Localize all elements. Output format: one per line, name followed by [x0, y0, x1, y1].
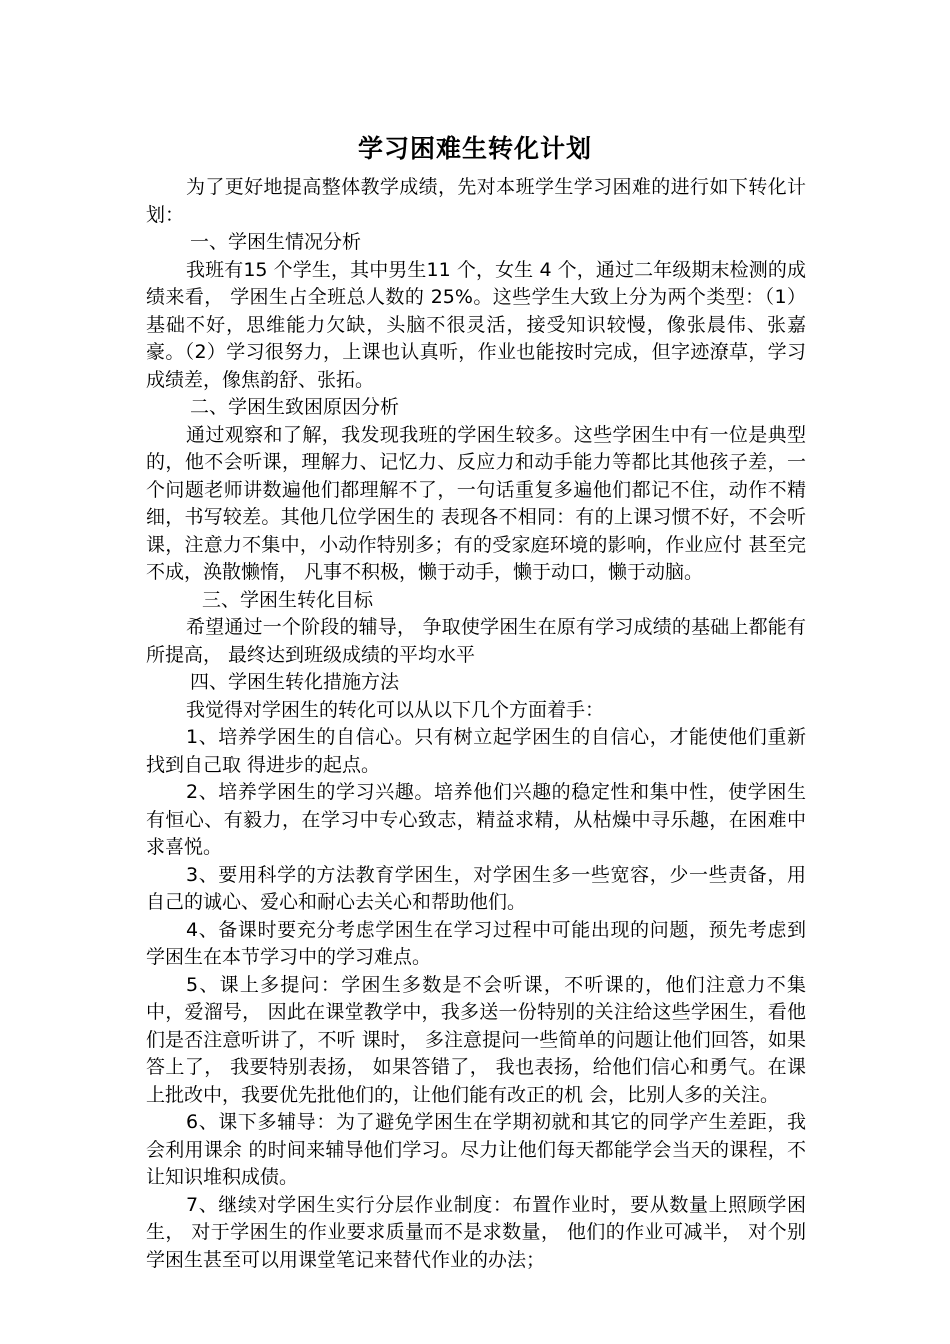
measure-item-2: 2、培养学困生的学习兴趣。培养他们兴趣的稳定性和集中性，使学困生有恒心、有毅力，在学习中专心致志，精益求精，从枯燥中寻乐趣，在困难中求喜悦。 [146, 781, 806, 858]
section-paragraph: 我觉得对学困生的转化可以从以下几个方面着手： [186, 698, 605, 721]
document-body [146, 174, 806, 1274]
measure-item-4: 4、备课时要充分考虑学困生在学习过程中可能出现的问题，预先考虑到学困生在本节学习中的学习难点。 [146, 918, 806, 968]
section-heading-goals: 三、学困生转化目标 [202, 588, 374, 611]
measure-item-3: 3、要用科学的方法教育学困生，对学困生多一些宽容，少一些责备，用自己的诚心、爱心和耐心去关心和帮助他们。 [146, 863, 806, 913]
measure-item-1: 1、培养学困生的自信心。只有树立起学困生的自信心，才能使他们重新找到自己取 得进步的起点。 [146, 726, 806, 776]
measure-item-7: 7、继续对学困生实行分层作业制度：布置作业时，要从数量上照顾学困生， 对于学困生的作业要求质量而不是求数量， 他们的作业可减半， 对个别学困生甚至可以用课堂笔记来替代作业的办法； [146, 1193, 806, 1271]
section-heading-situation: 一、学困生情况分析 [190, 231, 362, 253]
measure-item-6: 6、课下多辅导：为了避免学困生在学期初就和其它的同学产生差距，我会利用课余 的时间来辅导他们学习。尽力让他们每天都能学会当天的课程，不让知识堆积成债。 [146, 1111, 806, 1188]
measure-item-5: 5、课上多提问：学困生多数是不会听课，不听课的，他们注意力不集中，爱溜号， 因此在课堂教学中，我多送一份特别的关注给这些学困生，看他们是否注意听讲了，不听 课时， 多注意提问一些简单的问题让他们回答，如果答上了， 我要特别表扬， 如果答错了， 我也表扬，给他们信心和勇气。在课上批改中，我要优先批他们的，让他们能有改正的机 会，比别人多的关注。 [146, 973, 806, 1106]
section-paragraph: 我班有15 个学生，其中男生11 个，女生 4 个，通过二年级期末检测的成绩来看， 学困生占全班总人数的 25%。这些学生大致上分为两个类型：（1）基础不好，思维能力欠缺，头脑不很灵活，接受知识较慢，像张晨伟、张嘉豪。（2）学习很努力，上课也认真听，作业也能按时完成，但字迹潦草，学习成绩差，像焦韵舒、张拓。 [146, 258, 806, 391]
section-heading-causes: 二、学困生致困原因分析 [190, 396, 400, 418]
intro-paragraph: 为了更好地提高整体教学成绩，先对本班学生学习困难的进行如下转化计划： [146, 176, 806, 226]
section-paragraph: 通过观察和了解，我发现我班的学困生较多。这些学困生中有一位是典型的，他不会听课，理解力、记忆力、反应力和动手能力等都比其他孩子差，一个问题老师讲数遍他们都理解不了，一句话重复多遍他们都记不住，动作不精细，书写较差。其他几位学困生的 表现各不相同：有的上课习惯不好，不会听课，注意力不集中，小动作特别多；有的受家庭环境的影响，作业应付 甚至完不成，涣散懒惰， 凡事不积极，懒于动手，懒于动口，懒于动脑。 [146, 423, 806, 583]
section-heading-measures: 四、学困生转化措施方法 [190, 671, 400, 693]
section-paragraph: 希望通过一个阶段的辅导， 争取使学困生在原有学习成绩的基础上都能有所提高， 最终达到班级成绩的平均水平 [146, 616, 806, 666]
document-title: 学习困难生转化计划 [357, 134, 592, 163]
